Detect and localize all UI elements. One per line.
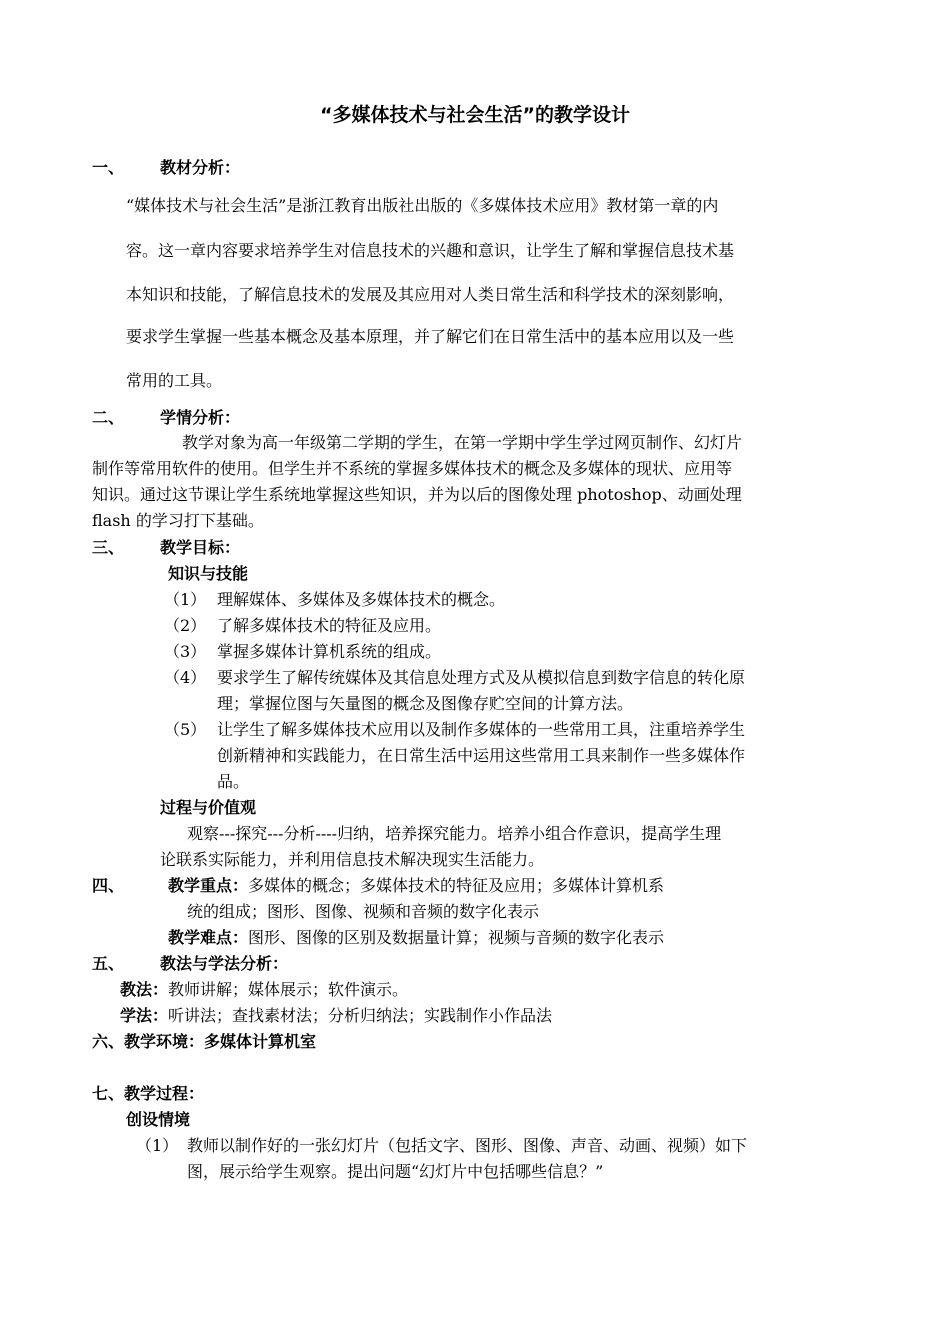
section-6-heading: 六、教学环境：多媒体计算机室 (92, 1032, 317, 1051)
process-values-line: 观察---探究---分析----归纳，培养探究能力。培养小组合作意识，提高学生理 (187, 824, 722, 843)
key-points-label: 教学重点： (168, 876, 249, 895)
teaching-method-text: 教师讲解；媒体展示；软件演示。 (168, 980, 409, 999)
learning-method-text: 听讲法；查找素材法；分析归纳法；实践制作小作品法 (168, 1006, 553, 1025)
process-values-heading: 过程与价值观 (160, 798, 257, 817)
section-2-line: 知识。通过这节课让学生系统地掌握这些知识，并为以后的图像处理 photoshop、动画处理 (92, 485, 742, 504)
section-5-heading: 教法与学法分析： (160, 954, 289, 973)
difficult-points (168, 925, 664, 948)
difficult-points-text: 图形、图像的区别及数据量计算；视频与音频的数字化表示 (248, 928, 665, 947)
objective-number: （4） (164, 668, 207, 687)
objective-line: 创新精神和实践能力，在日常生活中运用这些常用工具来制作一些多媒体作 (217, 746, 746, 765)
section-2-heading: 学情分析： (160, 408, 241, 427)
section-3-heading: 教学目标： (160, 538, 241, 557)
section-2-number: 二、 (92, 408, 125, 427)
section-2-line: 制作等常用软件的使用。但学生并不系统的掌握多媒体技术的概念及多媒体的现状、应用等 (92, 459, 733, 478)
scenario-heading: 创设情境 (126, 1110, 191, 1129)
section-2-line: 教学对象为高一年级第二学期的学生，在第一学期中学生学过网页制作、幻灯片 (182, 433, 743, 452)
objective-line: 要求学生了解传统媒体及其信息处理方式及从模拟信息到数字信息的转化原 (217, 668, 746, 687)
process-item-line: 教师以制作好的一张幻灯片（包括文字、图形、图像、声音、动画、视频）如下 (187, 1136, 748, 1155)
objective-number: （3） (164, 642, 207, 661)
process-values-line: 论联系实际能力，并利用信息技术解决现实生活能力。 (160, 850, 545, 869)
section-4-number: 四、 (92, 876, 125, 895)
objective-line: 理；掌握位图与矢量图的概念及图像存贮空间的计算方法。 (217, 694, 634, 713)
section-1-line: 要求学生掌握一些基本概念及基本原理，并了解它们在日常生活中的基本应用以及一些 (126, 327, 735, 346)
teaching-method-label: 教法： (120, 980, 169, 999)
objective-line: 了解多媒体技术的特征及应用。 (217, 616, 442, 635)
key-points (168, 873, 664, 896)
process-item-number: （1） (136, 1136, 179, 1155)
section-2-line: flash 的学习打下基础。 (92, 511, 264, 530)
objective-line: 品。 (217, 772, 250, 791)
section-1-line: 本知识和技能，了解信息技术的发展及其应用对人类日常生活和科学技术的深刻影响， (126, 285, 735, 304)
difficult-points-label: 教学难点： (168, 928, 249, 947)
teaching-method (120, 977, 408, 1000)
objective-line: 掌握多媒体计算机系统的组成。 (217, 642, 442, 661)
learning-method (120, 1003, 552, 1026)
process-item-line: 图，展示给学生观察。提出问题“幻灯片中包括哪些信息？” (187, 1162, 604, 1181)
section-1-line: 常用的工具。 (126, 371, 223, 390)
key-points-text-continued: 统的组成；图形、图像、视频和音频的数字化表示 (187, 902, 540, 921)
knowledge-skills-heading: 知识与技能 (168, 564, 249, 583)
key-points-text: 多媒体的概念；多媒体技术的特征及应用；多媒体计算机系 (248, 876, 665, 895)
learning-method-label: 学法： (120, 1006, 169, 1025)
section-1-line: 容。这一章内容要求培养学生对信息技术的兴趣和意识，让学生了解和掌握信息技术基 (126, 241, 735, 260)
section-5-number: 五、 (92, 954, 125, 973)
section-3-number: 三、 (92, 538, 125, 557)
section-7-heading: 七、教学过程： (92, 1084, 205, 1103)
section-1-number: 一、 (92, 158, 125, 177)
objective-number: （1） (164, 590, 207, 609)
section-1-heading: 教材分析： (160, 158, 241, 177)
objective-number: （2） (164, 616, 207, 635)
objective-number: （5） (164, 720, 207, 739)
document-title: “多媒体技术与社会生活”的教学设计 (320, 104, 630, 126)
objective-line: 理解媒体、多媒体及多媒体技术的概念。 (217, 590, 506, 609)
objective-line: 让学生了解多媒体技术应用以及制作多媒体的一些常用工具，注重培养学生 (217, 720, 746, 739)
section-1-line: “媒体技术与社会生活”是浙江教育出版社出版的《多媒体技术应用》教材第一章的内 (126, 196, 719, 215)
